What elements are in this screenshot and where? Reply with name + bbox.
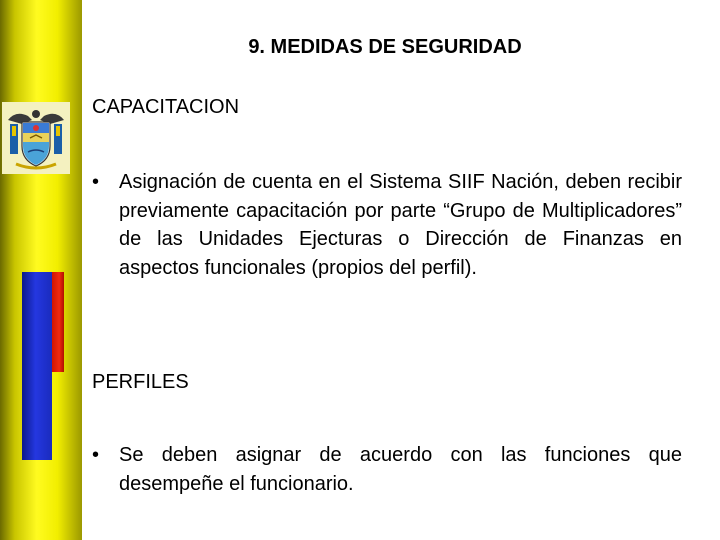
bullet-text-perfiles: Se deben asignar de acuerdo con las funciones que desempeñe el funcionario. <box>119 444 682 495</box>
slide-title: 9. MEDIDAS DE SEGURIDAD <box>248 36 522 58</box>
bullet-item-perfiles <box>92 441 682 498</box>
section-heading-capacitacion: CAPACITACION <box>92 96 240 118</box>
bullet-marker: • <box>92 171 100 193</box>
coat-of-arms-graphic <box>2 102 70 174</box>
flag-stripe-blue <box>22 272 52 460</box>
flag-stripe-red <box>52 272 64 372</box>
bullet-item-capacitacion <box>92 168 682 282</box>
section-heading-perfiles: PERFILES <box>92 371 189 393</box>
bullet-text-capacitacion: Asignación de cuenta en el Sistema SIIF Nación, deben recibir previamente capacitación por parte “Grupo de Multiplicadores” de las Unidades Ejecturas o Dirección de Finanzas en aspectos funcionales (propios del perfil). <box>119 171 682 279</box>
coat-of-arms-icon <box>2 102 70 174</box>
bullet-marker: • <box>92 444 100 466</box>
